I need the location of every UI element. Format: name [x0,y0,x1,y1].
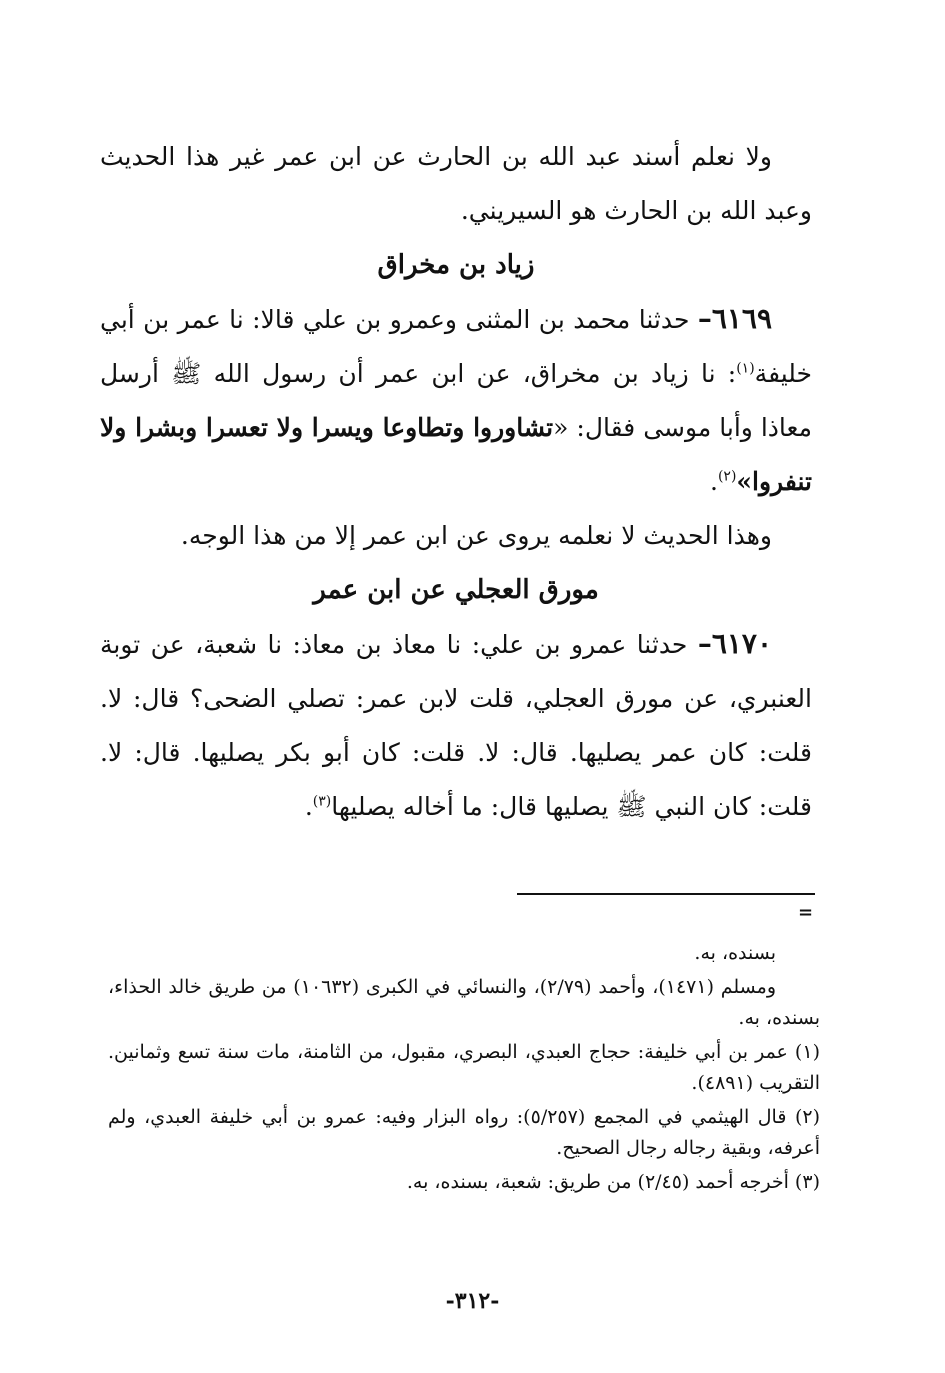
quote-close: » [736,467,753,496]
footnote-continuation-2: ومسلم (١٤٧١)، وأحمد (٢/٧٩)، والنسائي في الكبرى (١٠٦٣٢) من طريق خالد الحذاء، بسنده، به. [108,976,820,1029]
hadith-6170-text: حدثنا عمرو بن علي: نا معاذ بن معاذ: نا شعبة، عن توبة العنبري، عن مورق العجلي، قلت لابن عمر: تصلي الضحى؟ قال: لا. قلت: كان عمر يصليها. قال: لا. قلت: كان أبو بكر يصليها. قال: لا. قلت: كان النبي ﷺ يصليها قال: ما أخاله يصليها [100,630,812,821]
hadith-6169 [100,292,812,509]
footnote-1: (١) عمر بن أبي خليفة: حجاج العبدي، البصري، مقبول، من الثامنة، مات سنة تسع وثمانين. التقريب (٤٨٩١). [108,1041,820,1094]
footnotes [108,938,820,1201]
hadith-6169-quote: تشاوروا وتطاوعا ويسرا ولا تعسرا وبشرا ولا تنفروا [100,413,812,496]
hadith-6170 [100,617,812,834]
section-heading-muwarriq: مورق العجلي عن ابن عمر [313,575,599,605]
hadith-number-6170: ٦١٧٠– [697,627,772,660]
main-text [100,130,812,834]
section-heading-ziyad: زياد بن مخراق [377,250,535,280]
footnote-continuation-1: بسنده، به. [694,942,776,964]
hadith-number-6169: ٦١٦٩– [697,302,772,335]
footnote-3: (٣) أخرجه أحمد (٢/٤٥) من طريق: شعبة، بسنده، به. [406,1171,820,1193]
page-number: -٣١٢- [445,1288,500,1314]
footnote-separator [517,893,815,895]
comment-paragraph: وهذا الحديث لا نعلمه يروى عن ابن عمر إلا من هذا الوجه. [180,521,772,550]
footnote-ref-3: (٣) [312,793,332,810]
footnote-ref-1: (١) [736,360,755,377]
intro-paragraph [100,130,812,238]
hadith-6169-end: . [709,467,718,496]
intro-line-1: ولا نعلم أسند عبد الله بن الحارث عن ابن عمر غير هذا الحديث [100,142,772,171]
footnote-ref-2: (٢) [717,468,737,485]
footnote-2: (٢) قال الهيثمي في المجمع (٥/٢٥٧): رواه البزار وفيه: عمرو بن أبي خليفة العبدي، ولم أعرفه، وبقية رجاله رجال الصحيح. [108,1106,821,1159]
continuation-mark: = [798,902,814,923]
hadith-6169-text-a: حدثنا محمد بن المثنى وعمرو بن علي قالا: نا عمر بن أبي خليفة [100,305,812,388]
intro-line-2: وعبد الله بن الحارث هو السيريني. [460,196,812,225]
hadith-6170-end: . [304,792,313,821]
hadith-6169-text-b: : نا زياد بن مخراق، عن ابن عمر أن رسول الله ﷺ أرسل معاذا وأبا موسى فقال: « [100,359,812,442]
